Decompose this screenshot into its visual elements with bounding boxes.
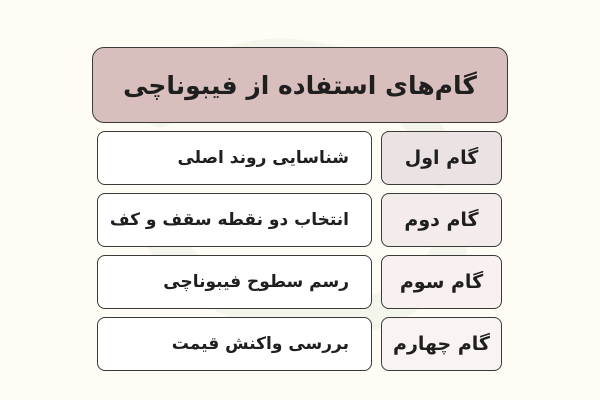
step-row-2 — [97, 193, 502, 248]
step-label-3: گام سوم — [381, 255, 502, 309]
step-label-2: گام دوم — [381, 193, 502, 247]
step-description-2: انتخاب دو نقطه سقف و کف — [97, 193, 372, 247]
step-row-3 — [97, 255, 502, 310]
title-box — [92, 47, 508, 123]
step-row-4 — [97, 317, 502, 372]
step-description-4: بررسی واکنش قیمت — [97, 317, 372, 371]
step-label-1: گام اول — [381, 131, 502, 185]
step-description-3: رسم سطوح فیبوناچی — [97, 255, 372, 309]
step-row-1 — [97, 131, 502, 186]
step-description-1: شناسایی روند اصلی — [97, 131, 372, 185]
page-title: گام‌های استفاده از فیبوناچی — [123, 70, 477, 100]
step-label-4: گام چهارم — [381, 317, 502, 371]
